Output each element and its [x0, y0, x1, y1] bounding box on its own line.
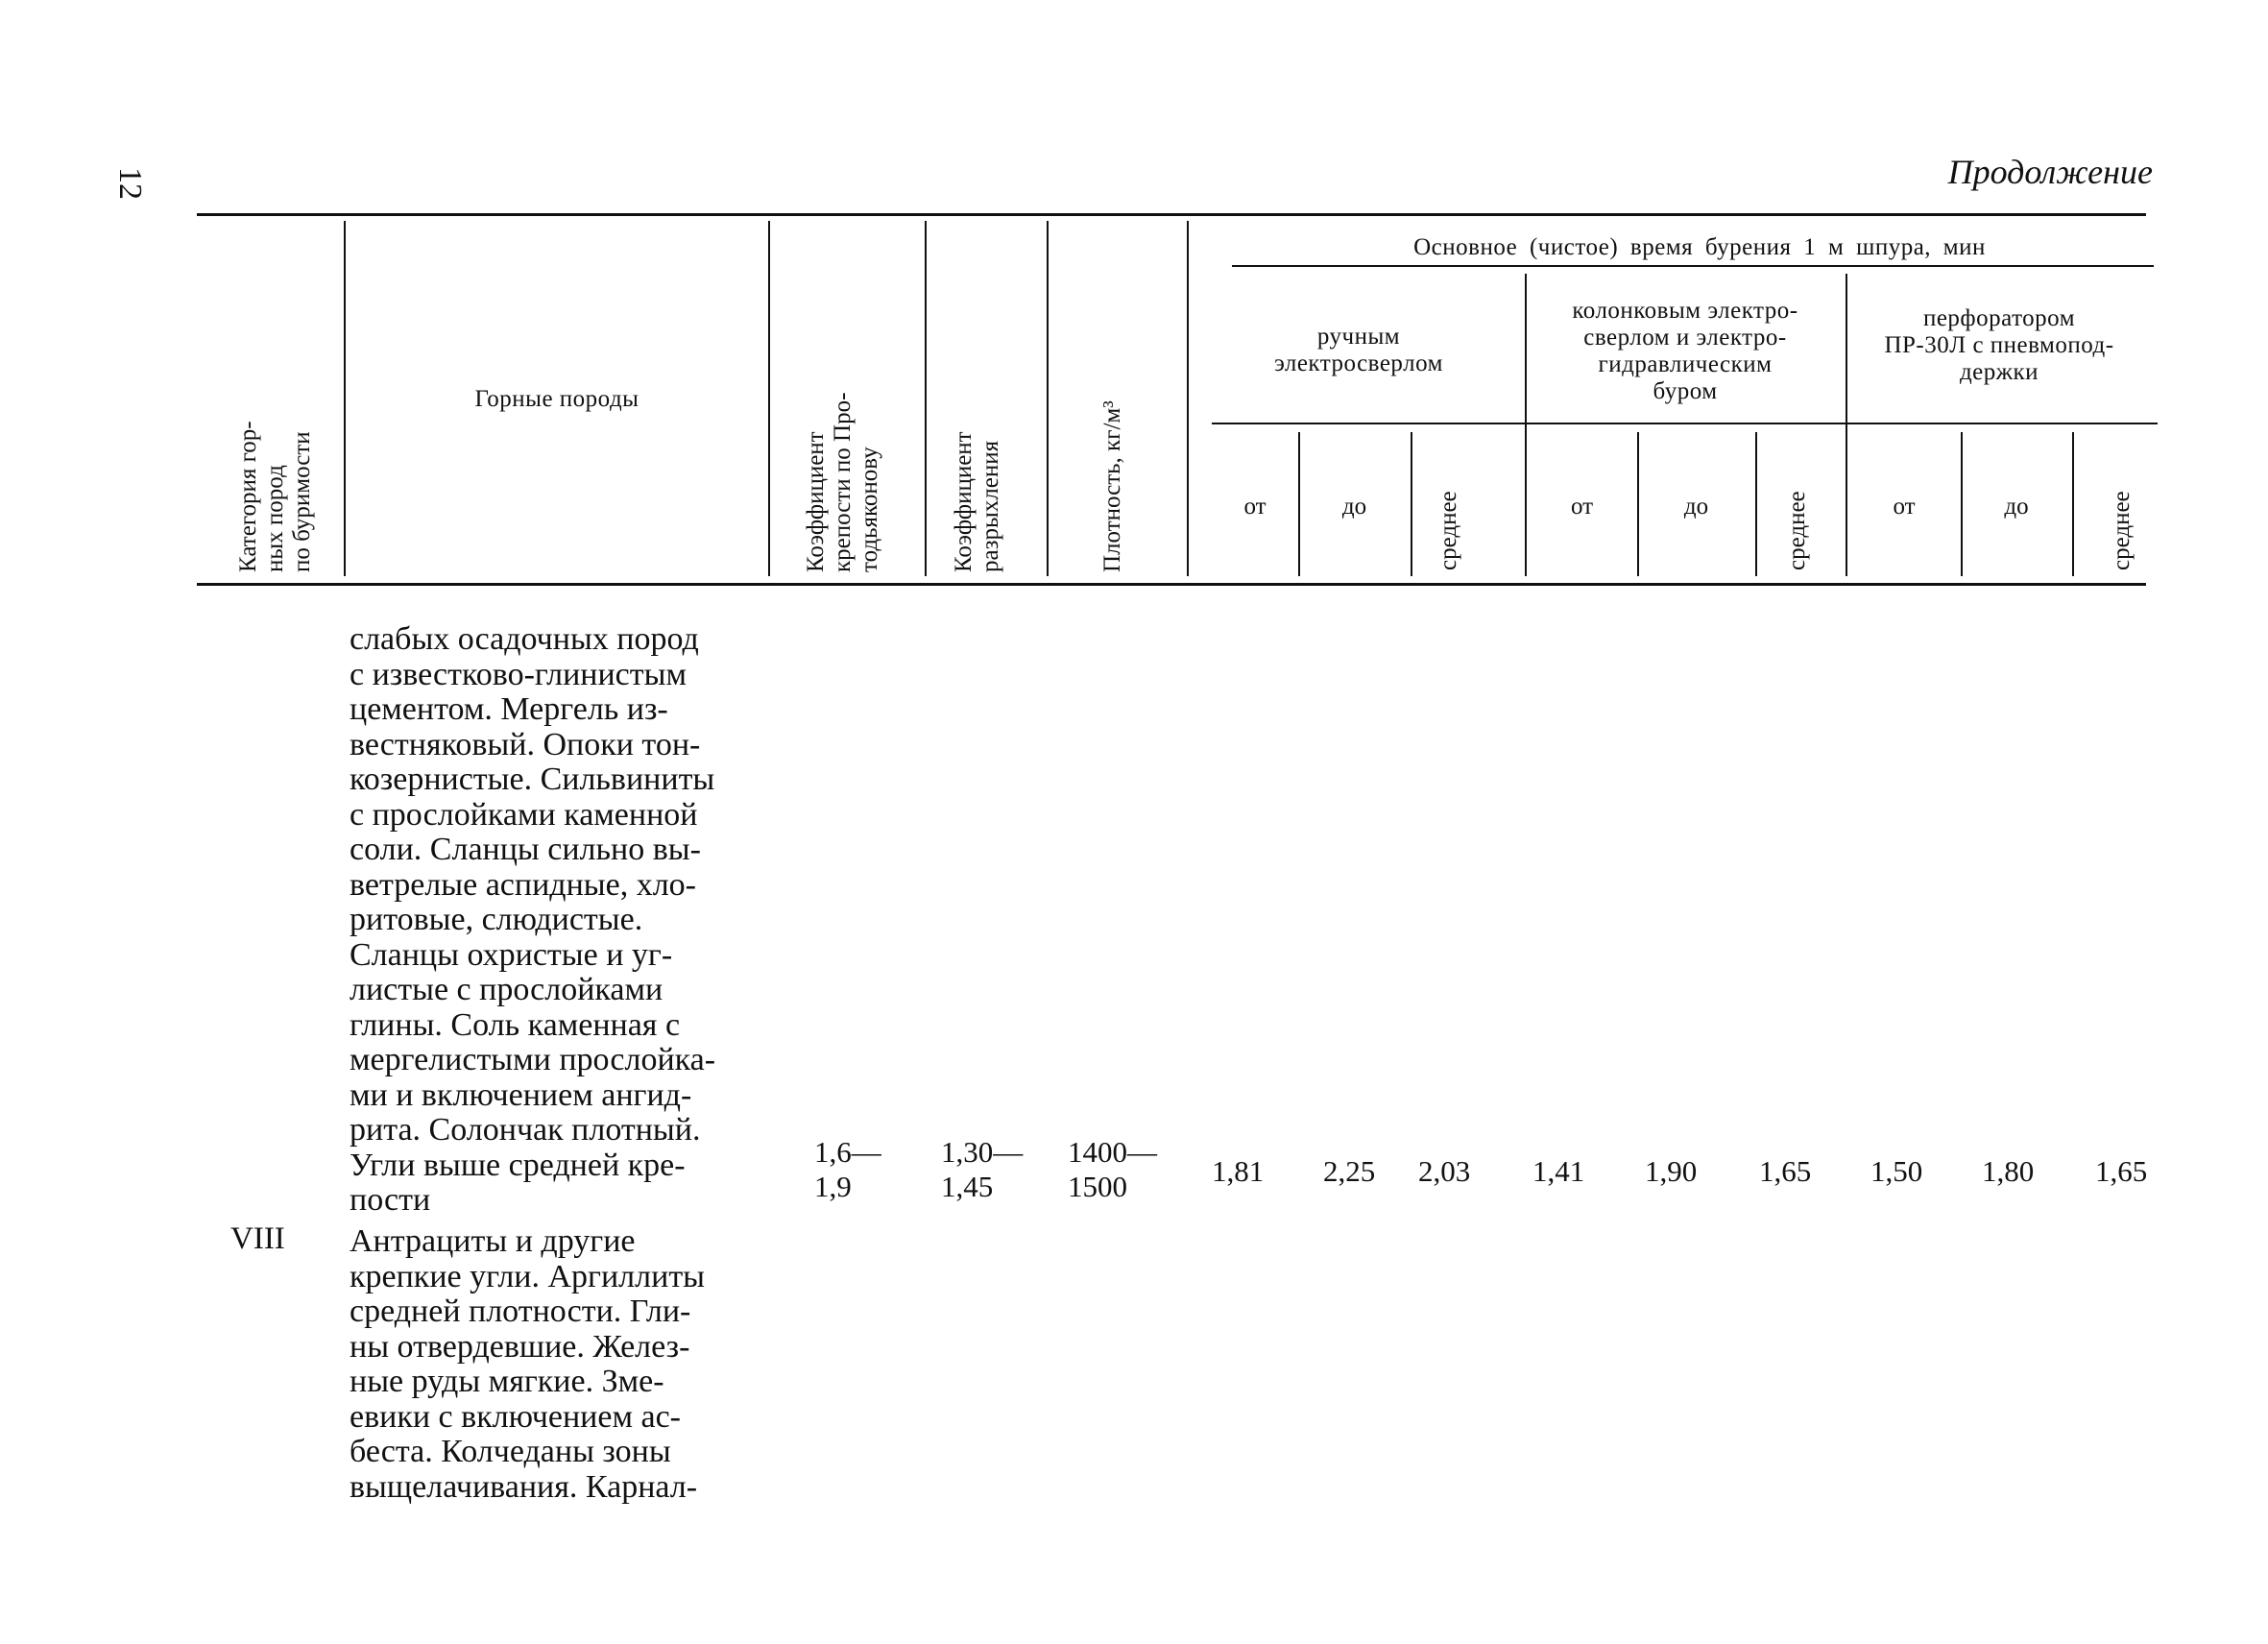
row1-density: 1400— 1500: [1068, 1135, 1157, 1203]
sub-col-avg: среднее: [1784, 491, 1810, 570]
sub-perf-from: от: [1893, 494, 1916, 520]
sub-rule-b: [1411, 432, 1412, 576]
col-rule-1: [344, 221, 346, 576]
row1-col-from: 1,41: [1532, 1154, 1585, 1188]
row1-perf-avg: 1,65: [2095, 1154, 2148, 1188]
row2-rocks: Антрациты и другие крепкие угли. Аргиллиты средней плотности. Гли- ны отвердевшие. Желез- ные руды мягкие. Зме- евики с включением ас- беста. Колчеданы зоны выщелачивания. Карнал-: [350, 1223, 706, 1505]
header-group-perforator: перфоратором ПР-30Л с пневмопод- держки: [1884, 305, 2114, 385]
sub-col-from: от: [1570, 494, 1594, 520]
header-strength: Коэффициент крепости по Про- тодьяконову: [803, 392, 882, 572]
col-rule-6: [1525, 274, 1527, 576]
col-rule-4: [1047, 221, 1049, 576]
col-rule-3: [925, 221, 927, 576]
header-density: Плотность, кг/м³: [1099, 400, 1125, 572]
sub-col-to: до: [1683, 494, 1709, 520]
sub-rule-f: [2072, 432, 2074, 576]
header-group-hand-drill: ручным электросверлом: [1274, 324, 1443, 376]
sub-hand-avg: среднее: [1436, 491, 1461, 570]
row1-perf-to: 1,80: [1982, 1154, 2035, 1188]
header-group-column-drill: колонковым электро- сверлом и электро- гидравлическим буром: [1572, 298, 1798, 404]
row1-col-avg: 1,65: [1759, 1154, 1812, 1188]
row1-rocks: слабых осадочных пород с известково-глинистым цементом. Мергель из- вестняковый. Опоки тон- козернистые. Сильвиниты с прослойками каменной соли. Сланцы сильно вы- ветрелые аспидные, хло- ритовые, слюдистые. Сланцы охристые и уг- листые с прослойками глины. Соль каменная с мергелистыми прослойка- ми и включением ангид- рита. Солончак плотный. Угли выше средней кре- пости: [350, 621, 716, 1218]
header-loosening: Коэффициент разрыхления: [951, 431, 1003, 572]
header-category: Категория гор- ных пород по буримости: [235, 421, 315, 572]
page-number: 12: [112, 167, 148, 200]
col-rule-5: [1187, 221, 1189, 576]
row1-loosening: 1,30— 1,45: [941, 1135, 1024, 1203]
sub-perf-to: до: [2004, 494, 2029, 520]
row1-perf-from: 1,50: [1870, 1154, 1923, 1188]
sub-perf-avg: среднее: [2109, 491, 2135, 570]
header-rocks: Горные породы: [474, 386, 639, 412]
row1-hand-to: 2,25: [1323, 1154, 1376, 1188]
table-top-rule: [197, 213, 2146, 216]
row1-hand-avg: 2,03: [1418, 1154, 1471, 1188]
col-rule-2: [768, 221, 770, 576]
row1-strength: 1,6— 1,9: [814, 1135, 881, 1203]
table-header-bottom-rule: [197, 583, 2146, 586]
drilling-time-rule: [1232, 265, 2154, 267]
continuation-label: Продолжение: [1947, 153, 2153, 191]
row1-col-to: 1,90: [1645, 1154, 1698, 1188]
sub-hand-from: от: [1243, 494, 1267, 520]
sub-rule-d: [1755, 432, 1757, 576]
sub-hand-to: до: [1341, 494, 1367, 520]
header-drilling-time: Основное (чистое) время бурения 1 м шпура, мин: [1413, 234, 1986, 260]
row2-category: VIII: [230, 1221, 285, 1256]
row1-hand-from: 1,81: [1212, 1154, 1265, 1188]
subheader-rule: [1212, 423, 2158, 424]
